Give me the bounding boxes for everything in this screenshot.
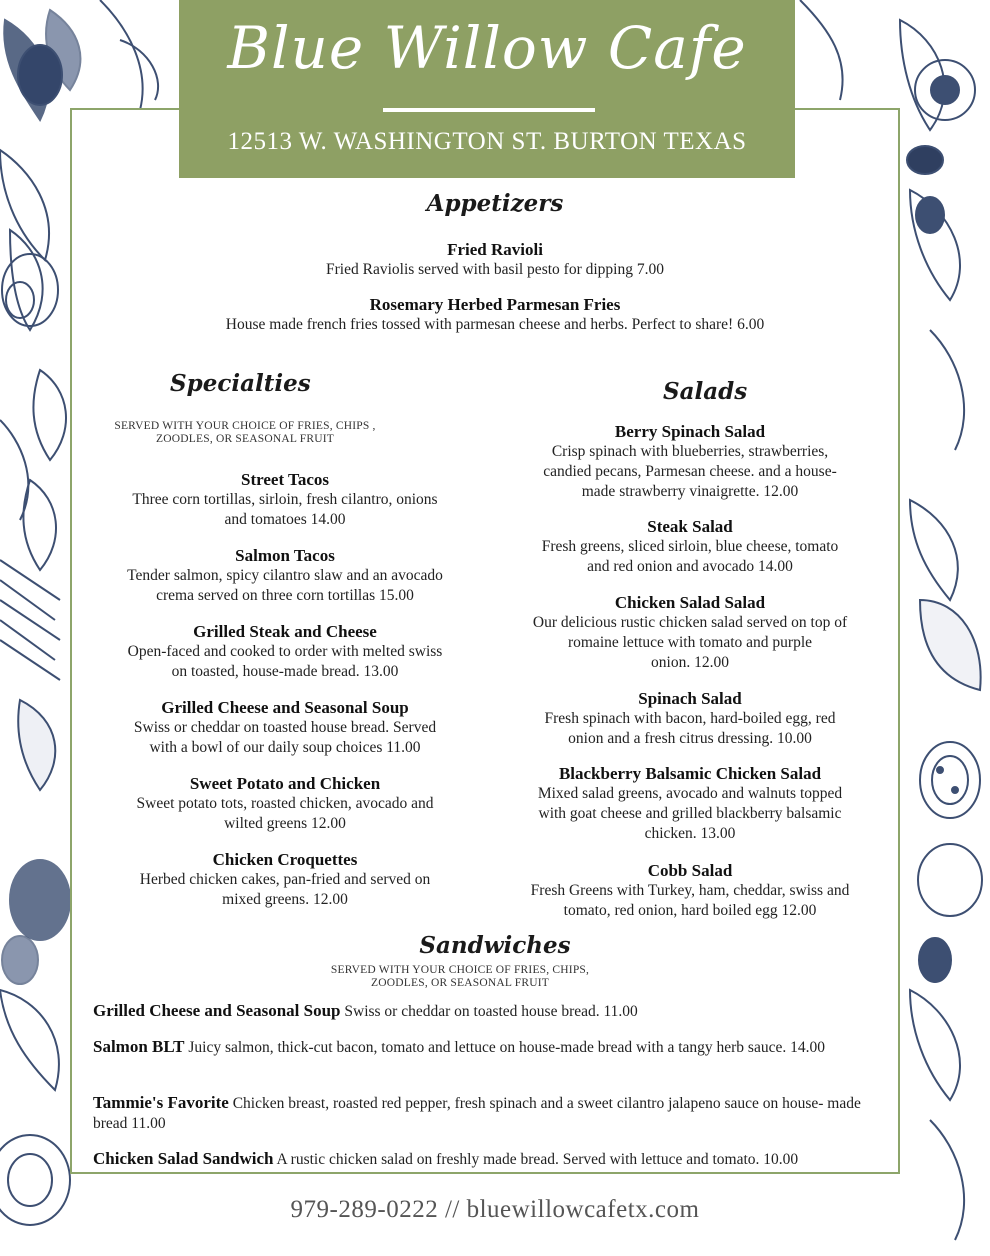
footer-contact: 979-289-0222 // bluewillowcafetx.com bbox=[290, 1196, 700, 1223]
salads-heading: Salads bbox=[663, 378, 748, 405]
specialties-note: SERVED WITH YOUR CHOICE OF FRIES, CHIPS , ZOODLES, OR SEASONAL FRUIT bbox=[114, 420, 376, 445]
item-name: Fried Ravioli bbox=[447, 240, 543, 259]
appetizers-heading: Appetizers bbox=[426, 190, 564, 217]
menu-item bbox=[100, 240, 890, 280]
item-description: House made french fries tossed with parmesan cheese and herbs. Perfect to share! 6.00 bbox=[225, 316, 765, 333]
header-banner bbox=[179, 0, 795, 178]
title-divider bbox=[383, 108, 595, 112]
menu-item: Berry Spinach Salad Crisp spinach with blueberries, strawberries, candied pecans, Parmesan cheese. and a house- made strawberry vinaigrette. 12.00 bbox=[543, 422, 837, 500]
menu-item: Steak Salad Fresh greens, sliced sirloin, blue cheese, tomato and red onion and avocado 14.00 bbox=[541, 517, 839, 575]
menu-item: Sweet Potato and Chicken Sweet potato tots, roasted chicken, avocado and wilted greens 12.00 bbox=[136, 774, 434, 832]
sandwich-item: Grilled Cheese and Seasonal Soup Swiss or cheddar on toasted house bread. 11.00 bbox=[93, 1001, 638, 1020]
sandwiches-heading: Sandwiches bbox=[419, 932, 571, 959]
specialties-heading: Specialties bbox=[170, 370, 311, 397]
menu-item: Grilled Cheese and Seasonal Soup Swiss or cheddar on toasted house bread. Served with a bowl of our daily soup choices 11.00 bbox=[133, 698, 437, 756]
menu-item: Chicken Salad Salad Our delicious rustic chicken salad served on top of romaine lettuce with tomato and purple onion. 12.00 bbox=[532, 593, 848, 671]
cafe-title: Blue Willow Cafe bbox=[227, 14, 747, 82]
sandwich-item: Chicken Salad Sandwich A rustic chicken salad on freshly made bread. Served with lettuce and tomato. 10.00 bbox=[93, 1149, 799, 1168]
menu-item: Street Tacos Three corn tortillas, sirloin, fresh cilantro, onions and tomatoes 14.00 bbox=[132, 470, 438, 528]
menu-item: Salmon Tacos Tender salmon, spicy cilantro slaw and an avocado crema served on three corn tortillas 15.00 bbox=[127, 546, 443, 604]
menu-item: Cobb Salad Fresh Greens with Turkey, ham, cheddar, swiss and tomato, red onion, hard boiled egg 12.00 bbox=[530, 861, 850, 919]
item-description: Fried Raviolis served with basil pesto for dipping 7.00 bbox=[326, 261, 664, 278]
sandwich-item: Salmon BLT Juicy salmon, thick-cut bacon, tomato and lettuce on house-made bread with a tangy herb sauce. 14.00 bbox=[93, 1037, 825, 1056]
item-name: Rosemary Herbed Parmesan Fries bbox=[369, 295, 621, 314]
menu-item: Grilled Steak and Cheese Open-faced and cooked to order with melted swiss on toasted, house-made bread. 13.00 bbox=[127, 622, 443, 680]
menu-item: Blackberry Balsamic Chicken Salad Mixed salad greens, avocado and walnuts topped with goat cheese and grilled blackberry balsamic chicken. 13.00 bbox=[537, 764, 843, 842]
menu-item bbox=[100, 295, 890, 335]
cafe-address: 12513 W. WASHINGTON ST. BURTON TEXAS bbox=[227, 128, 747, 155]
sandwiches-note: SERVED WITH YOUR CHOICE OF FRIES, CHIPS, ZOODLES, OR SEASONAL FRUIT bbox=[330, 964, 590, 989]
menu-item: Chicken Croquettes Herbed chicken cakes, pan-fried and served on mixed greens. 12.00 bbox=[139, 850, 431, 908]
menu-item: Spinach Salad Fresh spinach with bacon, hard-boiled egg, red onion and a fresh citrus dressing. 10.00 bbox=[544, 689, 836, 747]
sandwich-item: Tammie's Favorite Chicken breast, roasted red pepper, fresh spinach and a sweet cilantro jalapeno sauce on house- made bread 11.00 bbox=[93, 1093, 861, 1132]
